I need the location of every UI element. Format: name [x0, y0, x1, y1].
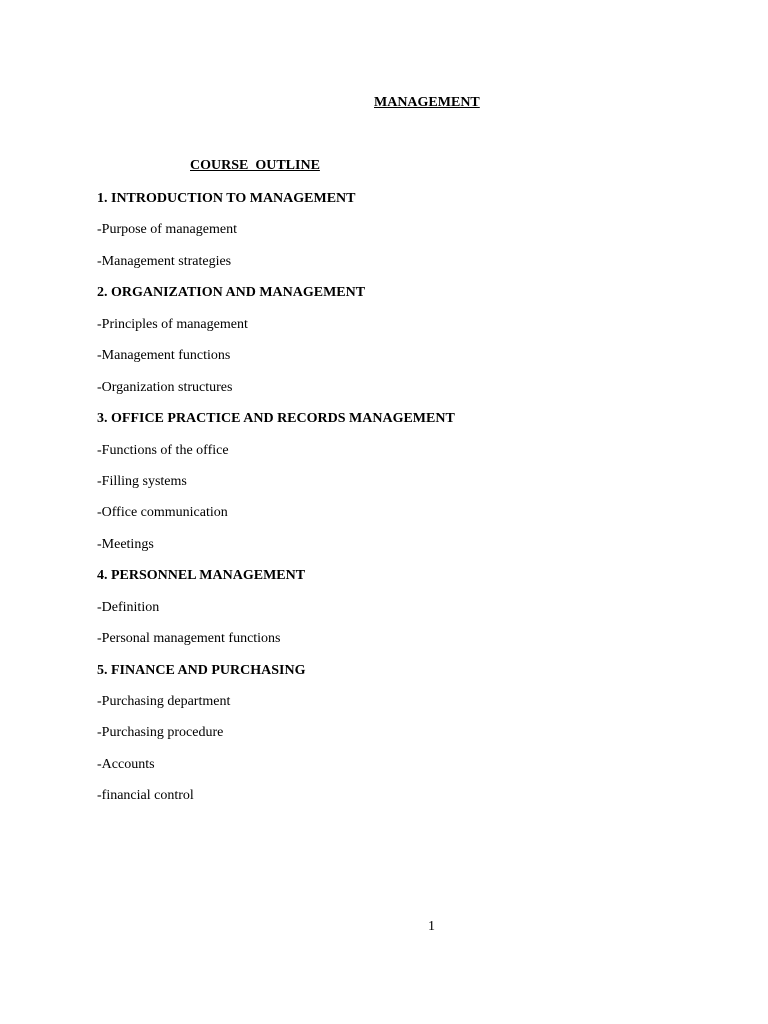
section-heading: 3. OFFICE PRACTICE AND RECORDS MANAGEMENT	[97, 411, 455, 427]
course-outline-list	[97, 189, 455, 818]
section-item: -Office communication	[97, 505, 228, 521]
section-item: -Meetings	[97, 536, 154, 552]
section-item: -Personal management functions	[97, 631, 281, 647]
section-item: -Principles of management	[97, 316, 248, 332]
course-outline-title: COURSE OUTLINE	[190, 158, 320, 173]
section-item: -Purpose of management	[97, 222, 237, 238]
section-heading: 1. INTRODUCTION TO MANAGEMENT	[97, 191, 356, 206]
section-item: -Functions of the office	[97, 442, 229, 458]
section-heading: 5. FINANCE AND PURCHASING	[97, 662, 306, 678]
document-title: MANAGEMENT	[374, 95, 480, 110]
page-number: 1	[428, 919, 435, 934]
section-item: -Purchasing department	[97, 694, 231, 709]
section-heading: 2. ORGANIZATION AND MANAGEMENT	[97, 285, 366, 301]
section-heading: 4. PERSONNEL MANAGEMENT	[97, 568, 306, 584]
section-item: -financial control	[97, 788, 194, 804]
section-item: -Organization structures	[97, 379, 233, 395]
section-item: -Purchasing procedure	[97, 725, 224, 741]
section-item: -Management functions	[97, 348, 231, 364]
section-item: -Definition	[97, 599, 160, 615]
section-item: -Filling systems	[97, 473, 187, 489]
section-item: -Accounts	[97, 756, 155, 772]
section-item: -Management strategies	[97, 253, 232, 269]
